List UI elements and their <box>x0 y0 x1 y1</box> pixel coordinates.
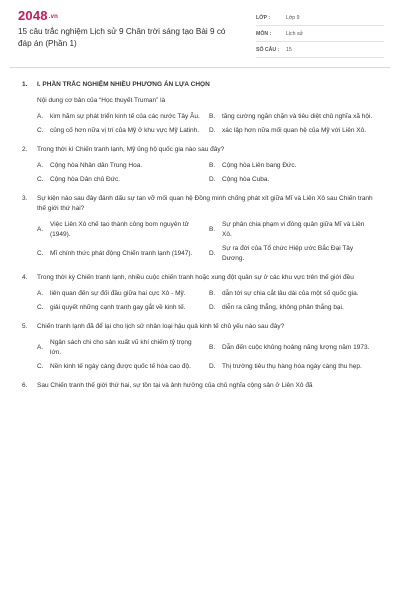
option-text: Cộng hòa Dân chủ Đức. <box>50 176 121 183</box>
answer-options <box>37 112 382 136</box>
meta-value: 15 <box>286 46 292 53</box>
question-title <box>22 322 382 332</box>
site-logo[interactable] <box>18 8 58 23</box>
option-letter: A. <box>37 162 44 169</box>
header-divider <box>10 67 390 68</box>
meta-row-count <box>256 42 384 58</box>
question-2 <box>22 145 382 185</box>
option-letter: D. <box>209 176 216 183</box>
logo-text: 2048 <box>18 8 48 23</box>
meta-value: Lịch sử <box>286 30 304 37</box>
answer-options <box>37 338 382 372</box>
option-letter: B. <box>209 290 216 297</box>
question-1 <box>22 96 382 136</box>
option-text: Cộng hòa Cuba. <box>222 176 270 183</box>
logo-suffix: .vn <box>48 13 59 20</box>
option-b[interactable] <box>209 161 381 171</box>
option-letter: A. <box>37 344 44 351</box>
option-text: Sự ra đời của Tổ chức Hiệp ước Bắc Đại Tây Dương. <box>222 245 354 262</box>
option-letter: C. <box>37 176 44 183</box>
option-letter: B. <box>209 162 216 169</box>
option-a[interactable] <box>37 220 209 240</box>
section-title: I. PHẦN TRẮC NGHIỆM NHIỀU PHƯƠNG ÁN LỰA CHỌN <box>37 81 210 88</box>
question-title <box>22 381 382 391</box>
question-text: Trong thời kì Chiến tranh lạnh, Mỹ ủng hộ quốc gia nào sau đây? <box>37 146 225 153</box>
option-letter: D. <box>209 250 216 257</box>
question-3 <box>22 194 382 264</box>
option-a[interactable] <box>37 289 209 299</box>
option-letter: C. <box>37 363 44 370</box>
meta-row-grade <box>256 10 384 26</box>
option-text: tăng cường ngăn chặn và tiêu diệt chủ nghĩa xã hội. <box>222 113 373 120</box>
option-b[interactable] <box>209 338 381 358</box>
option-d[interactable] <box>209 244 381 264</box>
option-text: củng cố hơn nữa vị trí của Mỹ ở khu vực Mỹ Latinh. <box>50 127 200 134</box>
question-text: Sự kiện nào sau đây đánh dấu sự tan vỡ mối quan hệ Đồng minh chống phát xít giữa Mĩ và Liên Xô sau Chiến tranh thế giới thứ hai? <box>37 195 373 212</box>
question-title <box>22 273 382 283</box>
option-c[interactable] <box>37 126 209 136</box>
option-text: Việc Liên Xô chế tạo thành công bom nguyên tử (1949). <box>50 221 190 238</box>
option-text: Nền kinh tế ngày càng được quốc tế hóa cao độ. <box>50 363 191 370</box>
meta-label: LỚP : <box>256 14 271 21</box>
option-c[interactable] <box>37 244 209 264</box>
option-a[interactable] <box>37 112 209 122</box>
meta-info <box>256 10 384 58</box>
question-text: Chiến tranh lạnh đã để lại cho lịch sử nhân loại hậu quả kinh tế chủ yếu nào sau đây? <box>37 323 285 330</box>
page-title: 15 câu trắc nghiệm Lịch sử 9 Chân trời sáng tạo Bài 9 có đáp án (Phần 1) <box>18 27 226 48</box>
option-letter: D. <box>209 363 216 370</box>
option-text: Sự phân chia phạm vi đóng quân giữa Mĩ và Liên Xô. <box>222 221 365 238</box>
option-text: giải quyết những cạnh tranh gay gắt về kinh tế. <box>50 304 186 311</box>
option-text: Cộng hòa Liên bang Đức. <box>222 162 297 169</box>
option-b[interactable] <box>209 220 381 240</box>
question-number: 6. <box>22 382 28 389</box>
question-6 <box>22 381 382 391</box>
question-text: Trong thời kỳ Chiến tranh lạnh, nhiều cuộc chiến tranh hoặc xung đột quân sự ở các khu vực trên thế giới đều <box>37 274 354 281</box>
question-number: 4. <box>22 274 28 281</box>
page-header <box>0 0 400 64</box>
option-letter: D. <box>209 127 216 134</box>
option-letter: B. <box>209 113 216 120</box>
meta-value: Lớp 9 <box>286 14 300 21</box>
option-letter: A. <box>37 226 44 233</box>
option-b[interactable] <box>209 289 381 299</box>
option-letter: A. <box>37 290 44 297</box>
answer-options <box>37 161 382 185</box>
option-text: liên quan đến sự đối đầu giữa hai cực Xô - Mỹ. <box>50 290 186 297</box>
option-text: dẫn tới sự chia cắt lâu dài của một số quốc gia. <box>222 290 359 297</box>
option-letter: A. <box>37 113 44 120</box>
question-5 <box>22 322 382 372</box>
section-heading <box>22 80 382 90</box>
option-text: Thị trường tiêu thụ hàng hóa ngày càng thu hẹp. <box>222 363 362 370</box>
answer-options <box>37 220 382 264</box>
option-letter: B. <box>209 344 216 351</box>
option-letter: C. <box>37 250 44 257</box>
option-text: diễn ra căng thẳng, không phân thắng bại. <box>222 304 344 311</box>
option-c[interactable] <box>37 362 209 372</box>
option-c[interactable] <box>37 303 209 313</box>
meta-label: MÔN : <box>256 30 272 37</box>
question-text: Nội dung cơ bản của “Học thuyết Truman” là <box>37 97 166 104</box>
option-letter: C. <box>37 304 44 311</box>
answer-options <box>37 289 382 313</box>
option-a[interactable] <box>37 338 209 358</box>
option-d[interactable] <box>209 175 381 185</box>
option-a[interactable] <box>37 161 209 171</box>
option-text: Mĩ chính thức phát động Chiến tranh lạnh (1947). <box>50 250 193 257</box>
option-text: kìm hãm sự phát triển kinh tế của các nước Tây Âu. <box>50 113 200 120</box>
question-title <box>22 194 382 214</box>
section-number: 1. <box>22 81 28 88</box>
question-number: 2. <box>22 146 28 153</box>
option-d[interactable] <box>209 362 381 372</box>
option-text: xác lập hơn nữa mối quan hệ của Mỹ với Liên Xô. <box>222 127 367 134</box>
option-letter: C. <box>37 127 44 134</box>
question-text: Sau Chiến tranh thế giới thứ hai, sự tồn tại và ảnh hưởng của chủ nghĩa cộng sản ở Liên Xô đã <box>37 382 313 389</box>
option-text: Dẫn đến cuộc khủng hoảng năng lượng năm 1973. <box>222 344 370 351</box>
question-number: 5. <box>22 323 28 330</box>
option-d[interactable] <box>209 303 381 313</box>
option-text: Cộng hòa Nhân dân Trung Hoa. <box>50 162 143 169</box>
meta-label: SỐ CÂU : <box>256 46 280 53</box>
option-d[interactable] <box>209 126 381 136</box>
option-text: Ngân sách chi cho sản xuất vũ khí chiếm tỷ trọng lớn. <box>50 339 192 356</box>
question-title <box>22 145 382 155</box>
option-letter: D. <box>209 304 216 311</box>
quiz-content <box>22 80 382 391</box>
option-letter: B. <box>209 226 216 233</box>
question-number: 3. <box>22 195 28 202</box>
option-b[interactable] <box>209 112 381 122</box>
question-4 <box>22 273 382 313</box>
meta-row-subject <box>256 26 384 42</box>
option-c[interactable] <box>37 175 209 185</box>
